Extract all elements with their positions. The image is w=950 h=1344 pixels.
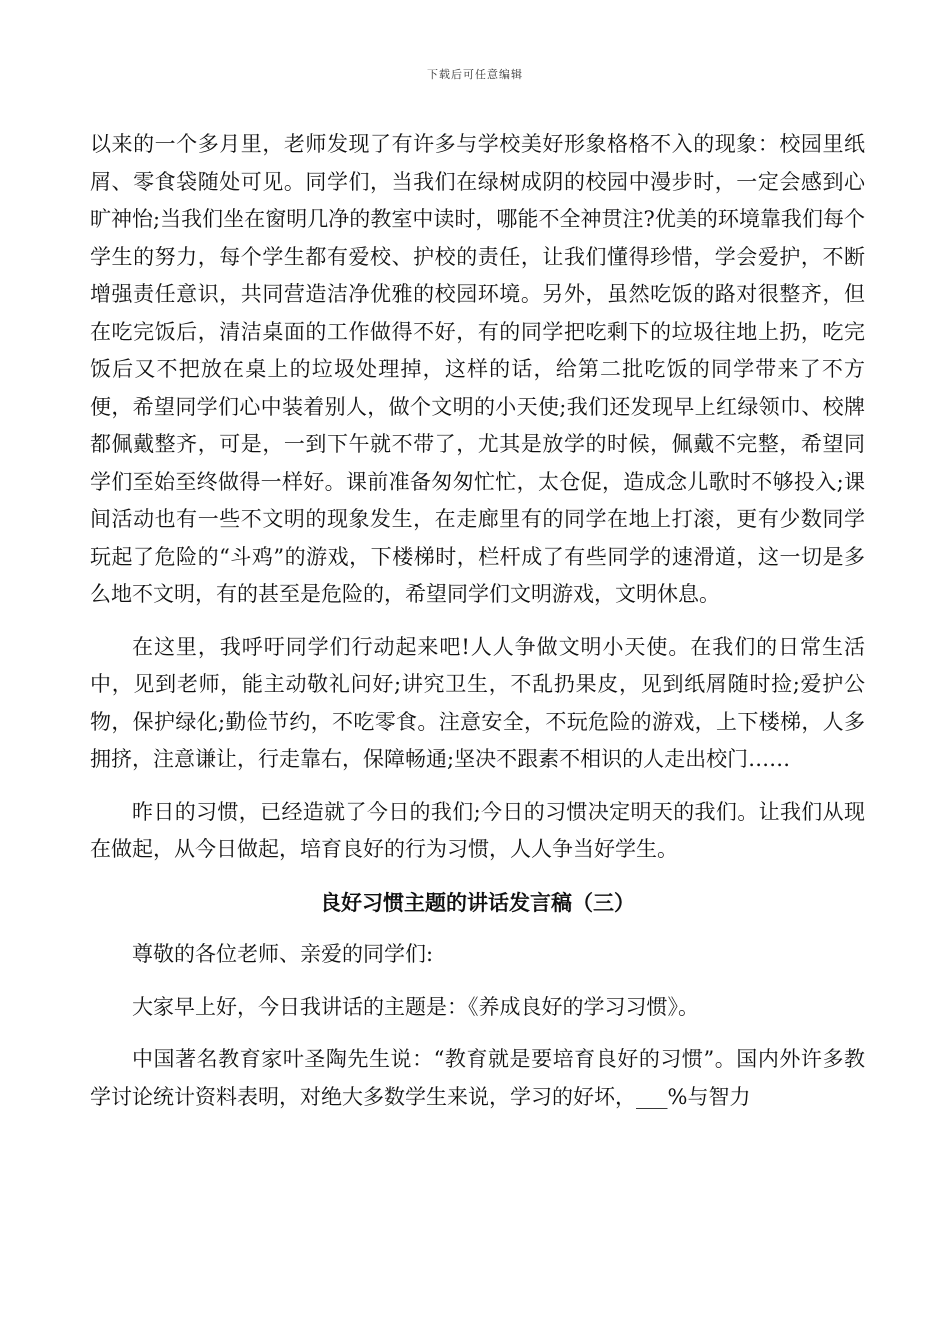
paragraph-continuation: 以来的一个多月里，老师发现了有许多与学校美好形象格格不入的现象：校园里纸屑、零食袋随处可见。同学们，当我们在绿树成阴的校园中漫步时，一定会感到心旷神怡;当我们坐在窗明几净的教室中读时，哪能不全神贯注?优美的环境靠我们每个学生的努力，每个学生都有爱校、护校的责任，让我们懂得珍惜，学会爱护，不断增强责任意识，共同营造洁净优雅的校园环境。另外，虽然吃饭的路对很整齐，但在吃完饭后，清洁桌面的工作做得不好，有的同学把吃剩下的垃圾往地上扔，吃完饭后又不把放在桌上的垃圾处理掉，这样的话，给第二批吃饭的同学带来了不方便，希望同学们心中装着别人，做个文明的小天使;我们还发现早上红绿领巾、校牌都佩戴整齐，可是，一到下午就不带了，尤其是放学的时候，佩戴不完整，希望同学们至始至终做得一样好。课前准备匆匆忙忙，太仓促，造成念儿歌时不够投入;课间活动也有一些不文明的现象发生，在走廊里有的同学在地上打滚，更有少数同学玩起了危险的“斗鸡”的游戏，下楼梯时，栏杆成了有些同学的速滑道，这一切是多么地不文明，有的甚至是危险的，希望同学们文明游戏，文明休息。 xyxy=(90,132,865,606)
section-heading: 良好习惯主题的讲话发言稿（三） xyxy=(320,889,635,915)
paragraph-call-to-action: 在这里，我呼吁同学们行动起来吧!人人争做文明小天使。在我们的日常生活中，见到老师，能主动敬礼问好;讲究卫生，不乱扔果皮，见到纸屑随时捡;爱护公物，保护绿化;勤俭节约，不吃零食。注意安全，不玩危险的游戏，上下楼梯，人多拥挤，注意谦让，行走靠右，保障畅通;坚决不跟素不相识的人走出校门…… xyxy=(90,634,865,771)
paragraph-habits-conclusion: 昨日的习惯，已经造就了今日的我们;今日的习惯决定明天的我们。让我们从现在做起，从今日做起，培育良好的行为习惯，人人争当好学生。 xyxy=(90,799,865,861)
paragraph-greeting: 大家早上好，今日我讲话的主题是：《养成良好的学习习惯》。 xyxy=(132,994,699,1019)
paragraph-quote: 中国著名教育家叶圣陶先生说：“教育就是要培育良好的习惯”。国内外许多教学讨论统计资料表明，对绝大多数学生来说，学习的好坏，___%与智力 xyxy=(90,1047,865,1109)
document-body xyxy=(90,126,865,1116)
header-note: 下载后可任意编辑 xyxy=(427,68,523,81)
salutation: 尊敬的各位老师、亲爱的同学们: xyxy=(132,942,434,966)
